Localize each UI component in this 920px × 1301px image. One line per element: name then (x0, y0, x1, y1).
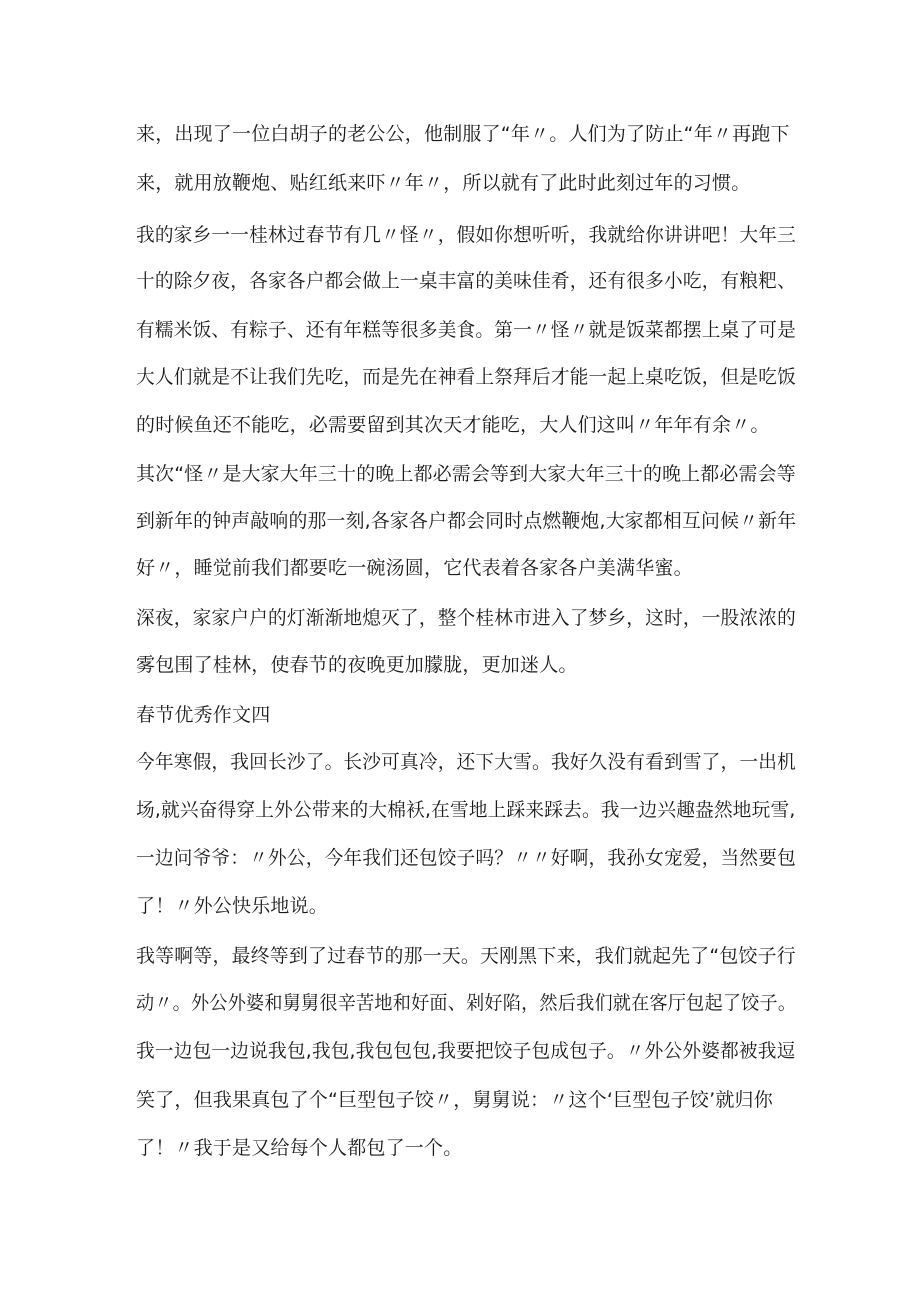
text-line: 我等啊等，最终等到了过春节的那一天。天刚黑下来，我们就起先了“包饺子行 (136, 945, 796, 967)
text-line: 十的除夕夜，各家各户都会做上一桌丰富的美味佳肴，还有很多小吃，有粮粑、 (136, 270, 796, 292)
text-line: 雾包围了桂林，使春节的夜晚更加朦胧，更加迷人。 (136, 654, 578, 676)
text-line: 来，出现了一位白胡子的老公公，他制服了“年〃。人们为了防止“年〃再跑下 (136, 123, 790, 145)
text-line: 我一边包一边说我包,我包,我包包包,我要把饺子包成包子。〃外公外婆都被我逗 (136, 1040, 796, 1062)
text-line: 大人们就是不让我们先吃，而是先在神看上祭拜后才能一起上桌吃饭，但是吃饭 (136, 366, 796, 388)
text-line: 一边问爷爷：〃外公，今年我们还包饺子吗？〃〃好啊，我孙女宠爱，当然要包 (136, 847, 796, 869)
text-line: 我的家乡一一桂林过春节有几〃怪〃，假如你想听听，我就给你讲讲吧！大年三 (136, 224, 796, 246)
text-line: 有糯米饭、有粽子、还有年糕等很多美食。第一〃怪〃就是饭菜都摆上桌了可是 (136, 319, 796, 341)
text-line: 来，就用放鞭炮、贴红纸来吓〃年〃，所以就有了此时此刻过年的习惯。 (136, 172, 751, 194)
text-line: 动〃。外公外婆和舅舅很辛苦地和好面、剁好陷，然后我们就在客厅包起了饺子。 (136, 992, 797, 1014)
text-line: 到新年的钟声敲响的那一刻,各家各户都会同时点燃鞭炮,大家都相互问候〃新年 (136, 510, 797, 532)
text-line: 了！〃我于是又给每个人都包了一个。 (136, 1137, 463, 1159)
text-line: 了！〃外公快乐地说。 (136, 895, 329, 917)
section-heading: 春节优秀作文四 (136, 704, 271, 726)
text-line: 的时候鱼还不能吃，必需要留到其次天才能吃，大人们这叫〃年年有余〃。 (136, 414, 770, 436)
text-line: 其次“怪〃是大家大年三十的晚上都必需会等到大家大年三十的晚上都必需会等 (136, 463, 796, 485)
text-line: 笑了，但我果真包了个“巨型包子饺〃，舅舅说：〃这个‘巨型包子饺’就归你 (136, 1089, 773, 1111)
text-line: 今年寒假，我回长沙了。长沙可真冷，还下大雪。我好久没有看到雪了，一出机 (136, 751, 796, 773)
text-line: 场,就兴奋得穿上外公带来的大棉袄,在雪地上踩来踩去。我一边兴趣盎然地玩雪, (136, 799, 796, 821)
text-line: 好〃，睡觉前我们都要吃一碗汤圆，它代表着各家各户美满华蜜。 (136, 557, 693, 579)
text-line: 深夜，家家户户的灯渐渐地熄灭了，整个桂林市进入了梦乡，这时，一股浓浓的 (136, 607, 796, 629)
